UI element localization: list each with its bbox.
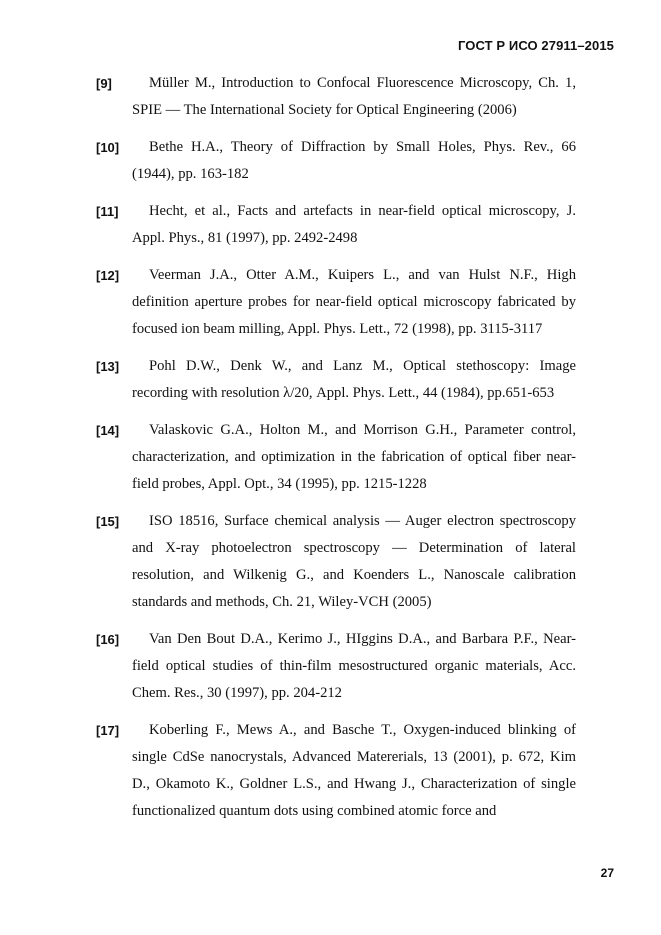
reference-text: Valaskovic G.A., Holton M., and Morrison G.H., Parameter control, characterization, and optimization in the fabrication of optical fiber near-field probes, Appl. Opt., 34 (1995), pp. 1215-1228: [132, 422, 576, 492]
reference-item: [96, 70, 576, 124]
reference-number: [14]: [96, 423, 120, 438]
reference-number: [17]: [96, 723, 120, 738]
reference-text: Hecht, et al., Facts and artefacts in near-field optical microscopy, J. Appl. Phys., 81 (1997), pp. 2492-2498: [132, 203, 576, 246]
page-number: 27: [600, 866, 614, 880]
reference-number: [13]: [96, 359, 120, 374]
reference-number: [16]: [96, 632, 120, 647]
reference-item: [96, 134, 576, 188]
reference-number: [11]: [96, 204, 119, 219]
reference-item: [96, 417, 576, 498]
document-header: [458, 38, 614, 53]
reference-list: [96, 70, 576, 835]
reference-text: ISO 18516, Surface chemical analysis — Auger electron spectroscopy and X-ray photoelectron spectroscopy — Determination of lateral resolution, and Wilkenig G., and Koenders L., Nanoscale calibration standards and methods, Ch. 21, Wiley-VCH (2005): [132, 513, 576, 610]
reference-number: [15]: [96, 514, 120, 529]
reference-number: [12]: [96, 268, 120, 283]
reference-item: [96, 626, 576, 707]
reference-text: Veerman J.A., Otter A.M., Kuipers L., and van Hulst N.F., High definition aperture probes for near-field optical microscopy fabricated by focused ion beam milling, Appl. Phys. Lett., 72 (1998), pp. 3115-3117: [132, 267, 576, 337]
standard-designation: ГОСТ Р ИСО 27911–2015: [457, 38, 614, 53]
reference-text: Koberling F., Mews A., and Basche T., Oxygen-induced blinking of single CdSe nanocrystals, Advanced Matererials, 13 (2001), p. 672, Kim D., Okamoto K., Goldner L.S., and Hwang J., Characterization of single functionalized quantum dots using combined atomic force and: [132, 722, 576, 819]
reference-text: Pohl D.W., Denk W., and Lanz M., Optical stethoscopy: Image recording with resolution λ/20, Appl. Phys. Lett., 44 (1984), pp.651-653: [132, 358, 576, 401]
reference-number: [9]: [96, 76, 112, 91]
reference-text: Bethe H.A., Theory of Diffraction by Small Holes, Phys. Rev., 66 (1944), pp. 163-182: [132, 139, 576, 182]
reference-text: Van Den Bout D.A., Kerimo J., HIggins D.A., and Barbara P.F., Near-field optical studies of thin-film mesostructured organic materials, Acc. Chem. Res., 30 (1997), pp. 204-212: [132, 631, 576, 701]
reference-number: [10]: [96, 140, 120, 155]
reference-item: [96, 198, 576, 252]
reference-item: [96, 262, 576, 343]
reference-item: [96, 717, 576, 825]
reference-text: Müller M., Introduction to Confocal Fluorescence Microscopy, Ch. 1, SPIE — The International Society for Optical Engineering (2006): [132, 75, 576, 118]
reference-item: [96, 508, 576, 616]
reference-item: [96, 353, 576, 407]
